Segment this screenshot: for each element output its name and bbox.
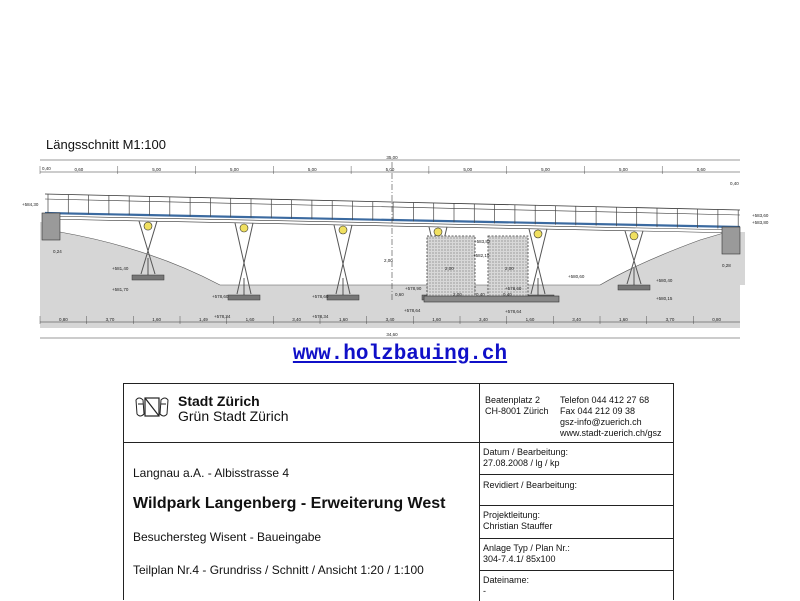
top-dimension-label: 5,00 (307, 167, 317, 172)
abutment-right (722, 227, 740, 254)
bottom-dimension-label: 3,40 (572, 317, 582, 322)
bottom-dimension-label: 1,60 (618, 317, 628, 322)
overall-top-dimension: 35,00 (386, 155, 398, 160)
level-annotation: +581,40 (112, 266, 129, 271)
level-annotation: +578,34 (214, 314, 231, 319)
project-title: Wildpark Langenberg - Erweiterung West (133, 495, 446, 512)
drawing-title: Längsschnitt M1:100 (46, 137, 166, 152)
pier-dimension: 0,40 (476, 292, 485, 297)
level-annotation: +583,80 (752, 220, 769, 225)
bottom-dimension-label: 1,60 (432, 317, 442, 322)
pier-dimension: 2,00 (384, 258, 393, 263)
level-annotation: +578,64 (505, 309, 522, 314)
file-label: Dateiname: (483, 575, 530, 585)
bottom-dimension-label: 3,40 (478, 317, 488, 322)
level-annotation: +580,15 (656, 296, 673, 301)
bottom-dimension-label: 1,60 (525, 317, 535, 322)
level-annotation: +578,64 (404, 308, 421, 313)
level-annotation: +578,60 (505, 286, 522, 291)
org-sub: Grün Stadt Zürich (178, 408, 289, 424)
abutment-left (42, 213, 60, 240)
level-annotation: 0,28 (722, 263, 731, 268)
pier-dimension: 0,60 (395, 292, 404, 297)
contact-phone: Telefon 044 412 27 68 (560, 395, 650, 405)
pier-dimension: 2,00 (445, 266, 454, 271)
file-value: - (483, 586, 486, 596)
address-line-2: CH-8001 Zürich (485, 406, 549, 416)
level-annotation: +583,82 (474, 239, 491, 244)
top-dimension-label: 5,00 (152, 167, 162, 172)
contact-website[interactable]: www.stadt-zuerich.ch/gsz (560, 428, 662, 438)
top-dimension-label: 0,60 (696, 167, 706, 172)
level-annotation: +581,70 (112, 287, 129, 292)
plan-value: 304-7.4.1/ 85x100 (483, 554, 556, 564)
end-offset: 0,40 (42, 166, 51, 171)
level-annotation: 0,24 (53, 249, 62, 254)
bottom-dimension-label: 0,80 (58, 317, 68, 322)
top-dimension-label: 5,00 (385, 167, 395, 172)
bottom-dimension-label: 3,70 (105, 317, 115, 322)
level-annotation: +578,60 (312, 294, 329, 299)
address-line-1: Beatenplatz 2 (485, 395, 541, 405)
top-dimension-label: 0,60 (74, 167, 84, 172)
overall-bottom-dimension: 34,60 (386, 332, 398, 337)
website-link[interactable]: www.holzbauing.ch (292, 343, 508, 366)
top-dimension-labels (40, 155, 706, 174)
bottom-dimension-label: 1,49 (198, 317, 208, 322)
bottom-dimension-label: 3,70 (665, 317, 675, 322)
level-annotation: +578,60 (212, 294, 229, 299)
project-subtitle: Besuchersteg Wisent - Baueingabe (133, 530, 322, 544)
bottom-dimension-label: 1,60 (338, 317, 348, 322)
level-annotation: +578,90 (405, 286, 422, 291)
bottom-dimension-label: 3,40 (385, 317, 395, 322)
lead-value: Christian Stauffer (483, 521, 553, 531)
pier-dimension: 2,00 (505, 266, 514, 271)
level-annotation: +580,60 (568, 274, 585, 279)
plan-description: Teilplan Nr.4 - Grundriss / Schnitt / Ansicht 1:20 / 1:100 (133, 563, 424, 577)
plan-label: Anlage Typ / Plan Nr.: (483, 543, 570, 553)
level-annotation: +578,34 (312, 314, 329, 319)
contact-fax: Fax 044 212 09 38 (560, 406, 636, 416)
top-dimension-label: 5,00 (230, 167, 239, 172)
end-offset: 0,40 (730, 181, 739, 186)
top-dimension-label: 5,00 (618, 167, 628, 172)
top-dimension-label: 5,00 (463, 167, 473, 172)
lead-label: Projektleitung: (483, 510, 541, 520)
bottom-dimension-label: 0,80 (712, 317, 722, 322)
level-annotation: +582,10 (473, 253, 490, 258)
level-annotation: +580,40 (656, 278, 673, 283)
zurich-coat-of-arms-icon (134, 394, 170, 420)
level-annotation: +584,30 (22, 202, 39, 207)
date-label: Datum / Bearbeitung: (483, 447, 569, 457)
revised-label: Revidiert / Bearbeitung: (483, 480, 578, 490)
bottom-dimension-label: 1,60 (245, 317, 255, 322)
bottom-dimension-label: 1,60 (152, 317, 162, 322)
location: Langnau a.A. - Albisstrasse 4 (133, 466, 290, 480)
level-annotation: +583,60 (752, 213, 769, 218)
bottom-dimension-label: 3,40 (292, 317, 302, 322)
org-name: Stadt Zürich (178, 393, 260, 409)
contact-email[interactable]: gsz-info@zuerich.ch (560, 417, 642, 427)
top-dimension-label: 5,00 (541, 167, 550, 172)
date-value: 27.08.2008 / lg / kp (483, 458, 560, 468)
pier-dimension: 0,40 (503, 292, 512, 297)
title-block (123, 383, 674, 600)
pier-dimension: 2,00 (453, 292, 462, 297)
